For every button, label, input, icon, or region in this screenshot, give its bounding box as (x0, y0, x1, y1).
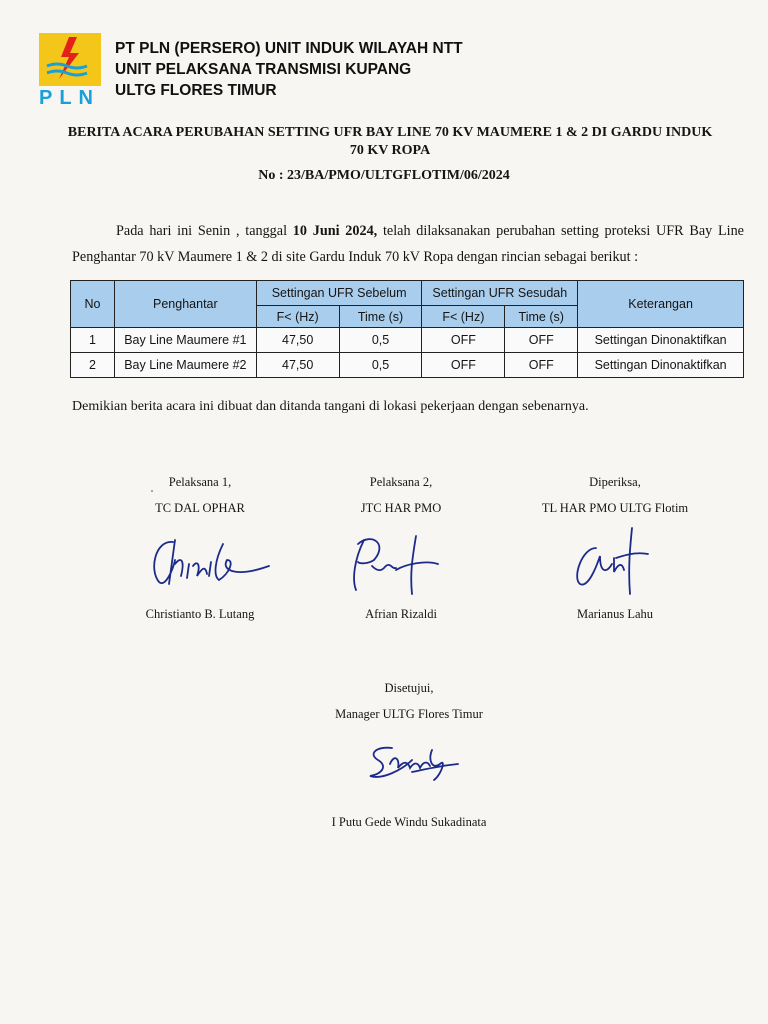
intro-paragraph (72, 218, 744, 270)
scan-speck (151, 490, 153, 492)
cell-time-sesudah: OFF (505, 328, 578, 353)
org-line-1: PT PLN (PERSERO) UNIT INDUK WILAYAH NTT (115, 40, 463, 57)
ufr-settings-table (70, 280, 744, 378)
signature-label: Pelaksana 2, (369, 475, 433, 489)
cell-time-sebelum: 0,5 (339, 328, 422, 353)
cell-f-sebelum: 47,50 (256, 328, 339, 353)
signature-name: Marianus Lahu (576, 607, 654, 621)
document-title: BERITA ACARA PERUBAHAN SETTING UFR BAY LINE 70 KV MAUMERE 1 & 2 DI GARDU INDUK 70 KV ROPA (67, 125, 713, 158)
header-penghantar: Penghantar (114, 281, 256, 328)
lightning-icon (39, 33, 101, 86)
cell-no: 1 (71, 328, 115, 353)
closing-statement: Demikian berita acara ini dibuat dan ditanda tangani di lokasi pekerjaan dengan sebenarnya. (72, 399, 589, 414)
signature-label: Disetujui, (384, 681, 434, 695)
signature-label: Pelaksana 1, (168, 475, 232, 489)
cell-penghantar: Bay Line Maumere #2 (114, 353, 256, 378)
signature-name-block-disetujui (284, 814, 534, 830)
header-f-sebelum: F< (Hz) (256, 306, 339, 328)
signature-windu (362, 740, 462, 786)
header-keterangan: Keterangan (578, 281, 744, 328)
organization-header (115, 38, 463, 101)
para-before: Pada hari ini Senin , tanggal (116, 223, 293, 239)
signature-name: Christianto B. Lutang (145, 607, 255, 621)
document-number: No : 23/BA/PMO/ULTGFLOTIM/06/2024 (258, 168, 510, 183)
header-time-sesudah: Time (s) (505, 306, 578, 328)
signature-name: I Putu Gede Windu Sukadinata (331, 815, 487, 829)
table-row (71, 353, 744, 378)
signature-name-block-diperiksa (520, 606, 710, 622)
signature-label: Diperiksa, (589, 475, 641, 489)
signature-name-block-pelaksana2 (316, 606, 486, 622)
signature-marianus (566, 518, 656, 598)
signature-name-block-pelaksana1 (115, 606, 285, 622)
signature-block-disetujui (284, 680, 534, 722)
org-line-3: ULTG FLORES TIMUR (115, 82, 277, 99)
signature-block-pelaksana2 (316, 474, 486, 516)
logo-yellow-box (39, 33, 101, 86)
header-time-sebelum: Time (s) (339, 306, 422, 328)
header-sebelum: Settingan UFR Sebelum (256, 281, 422, 306)
signature-position: Manager ULTG Flores Timur (335, 707, 483, 721)
cell-keterangan: Settingan Dinonaktifkan (578, 353, 744, 378)
signature-block-pelaksana1 (115, 474, 285, 516)
cell-f-sebelum: 47,50 (256, 353, 339, 378)
cell-penghantar: Bay Line Maumere #1 (114, 328, 256, 353)
cell-no: 2 (71, 353, 115, 378)
signature-position: JTC HAR PMO (360, 501, 442, 515)
signature-name: Afrian Rizaldi (365, 607, 437, 621)
header-sesudah: Settingan UFR Sesudah (422, 281, 578, 306)
para-date: 10 Juni 2024, (292, 223, 378, 239)
cell-time-sebelum: 0,5 (339, 353, 422, 378)
signature-position: TC DAL OPHAR (155, 501, 245, 515)
cell-keterangan: Settingan Dinonaktifkan (578, 328, 744, 353)
signature-position: TL HAR PMO ULTG Flotim (541, 501, 689, 515)
cell-time-sesudah: OFF (505, 353, 578, 378)
table-row (71, 328, 744, 353)
header-f-sesudah: F< (Hz) (422, 306, 505, 328)
logo-text: PLN (39, 87, 100, 109)
cell-f-sesudah: OFF (422, 353, 505, 378)
header-no: No (71, 281, 115, 328)
signature-block-diperiksa (520, 474, 710, 516)
signature-afrian (346, 530, 446, 600)
cell-f-sesudah: OFF (422, 328, 505, 353)
pln-logo (39, 33, 105, 111)
para-after: telah dilaksanakan perubahan setting proteksi UFR Bay Line Penghantar 70 kV Maumere 1 & 2 di site Gardu Induk 70 kV Ropa dengan rincian sebagai berikut : (72, 223, 744, 265)
signature-christianto (145, 530, 275, 590)
org-line-2: UNIT PELAKSANA TRANSMISI KUPANG (115, 61, 412, 78)
